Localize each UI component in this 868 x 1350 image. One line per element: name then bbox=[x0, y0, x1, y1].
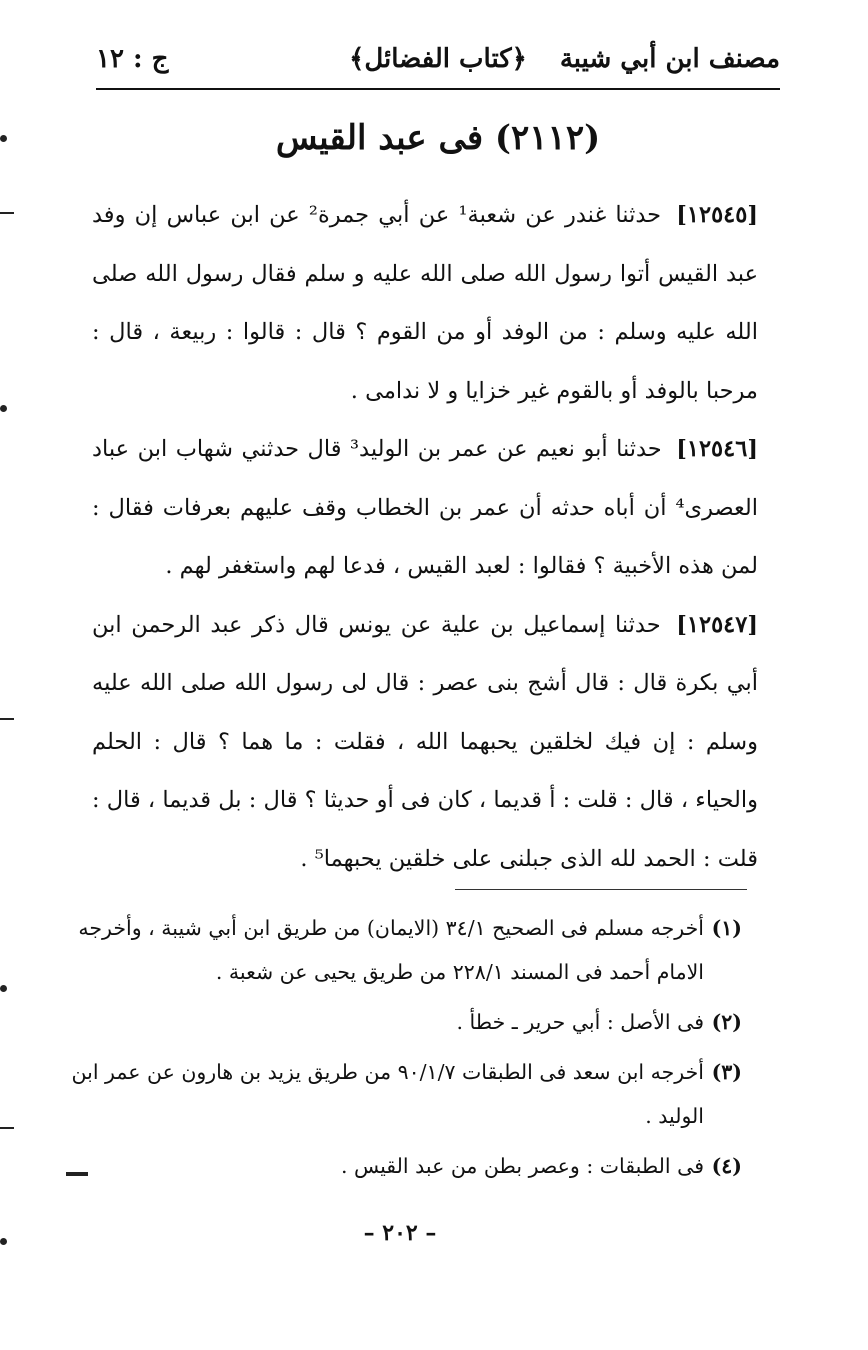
hadith-text: حدثنا إسماعيل بن علية عن يونس قال ذكر عبد الرحمن ابن أبي بكرة قال : قال أشج بنى عصر : قال لى رسول الله صلى الله عليه وسلم : إن فيك لخلقين يحبهما الله ، فقلت : ما هما ؟ قال : الحلم والحياء ، قال : قلت : أ قديما ، كان فى أو حديثا ؟ قال : بل قديما ، قال : قلت : الحمد لله الذى جبلنى على خلقين يحبهما⁵ . bbox=[92, 611, 758, 872]
running-header bbox=[96, 40, 780, 92]
margin-mark bbox=[0, 405, 7, 412]
hadith-number: [١٢٥٤٦] bbox=[676, 436, 758, 462]
footnote bbox=[70, 906, 742, 994]
hadith-text-block bbox=[92, 186, 758, 888]
footnote-text: أخرجه ابن سعد فى الطبقات ٩٠/١/٧ من طريق يزيد بن هارون عن عمر ابن الوليد . bbox=[71, 1060, 704, 1128]
chapter-title: (٢١١٢) فى عبد القيس bbox=[275, 118, 601, 158]
section-title: ﴿كتاب الفضائل﴾ bbox=[349, 44, 527, 74]
hadith-paragraph bbox=[92, 420, 758, 596]
hadith-text: حدثنا أبو نعيم عن عمر بن الوليد³ قال حدثني شهاب ابن عباد العصرى⁴ أن أباه حدثه أن عمر بن الخطاب وقف عليهم بعرفات فقال : لمن هذه الأخبية ؟ فقالوا : لعبد القيس ، فدعا لهم واستغفر لهم . bbox=[92, 436, 758, 579]
book-title: مصنف ابن أبي شيبة bbox=[559, 44, 780, 74]
margin-mark bbox=[0, 985, 7, 992]
footnote-separator bbox=[455, 889, 747, 890]
footnote-number: (٣) bbox=[711, 1060, 742, 1084]
margin-mark bbox=[0, 212, 14, 214]
hadith-paragraph bbox=[92, 596, 758, 889]
margin-mark bbox=[0, 135, 7, 142]
header-rule bbox=[96, 88, 780, 90]
footnote bbox=[70, 1000, 742, 1044]
margin-mark bbox=[0, 1238, 7, 1245]
hadith-number: [١٢٥٤٥] bbox=[676, 202, 759, 228]
footnote-text: فى الأصل : أبي حرير ـ خطأ . bbox=[456, 1010, 704, 1034]
footnote-text: أخرجه مسلم فى الصحيح ٣٤/١ (الايمان) من طريق ابن أبي شيبة ، وأخرجه الامام أحمد فى المسند ٢٢٨/١ من طريق يحيى عن شعبة . bbox=[78, 916, 704, 984]
hadith-number: [١٢٥٤٧] bbox=[676, 611, 758, 638]
footnote bbox=[70, 1050, 742, 1138]
footnote-number: (٤) bbox=[711, 1154, 742, 1178]
footnote-text: فى الطبقات : وعصر بطن من عبد القيس . bbox=[340, 1154, 704, 1178]
hadith-text: حدثنا غندر عن شعبة¹ عن أبي جمرة² عن ابن عباس إن وفد عبد القيس أتوا رسول الله صلى الله عليه و سلم فقال رسول الله صلى الله عليه وسلم : من الوفد أو من القوم ؟ قال : قالوا : ربيعة ، قال : مرحبا بالوفد أو بالقوم غير خزايا و لا ندامى . bbox=[92, 202, 758, 404]
footnote-number: (٢) bbox=[711, 1010, 742, 1034]
margin-mark bbox=[0, 1127, 14, 1129]
footnote-number: (١) bbox=[711, 916, 742, 940]
margin-mark bbox=[0, 718, 14, 720]
footnotes bbox=[70, 906, 742, 1194]
margin-mark bbox=[66, 1172, 88, 1176]
volume-number: ج : ١٢ bbox=[96, 44, 169, 74]
page-number: – ٢٠٢ – bbox=[363, 1220, 437, 1246]
hadith-paragraph bbox=[92, 186, 758, 420]
footnote bbox=[70, 1144, 742, 1188]
